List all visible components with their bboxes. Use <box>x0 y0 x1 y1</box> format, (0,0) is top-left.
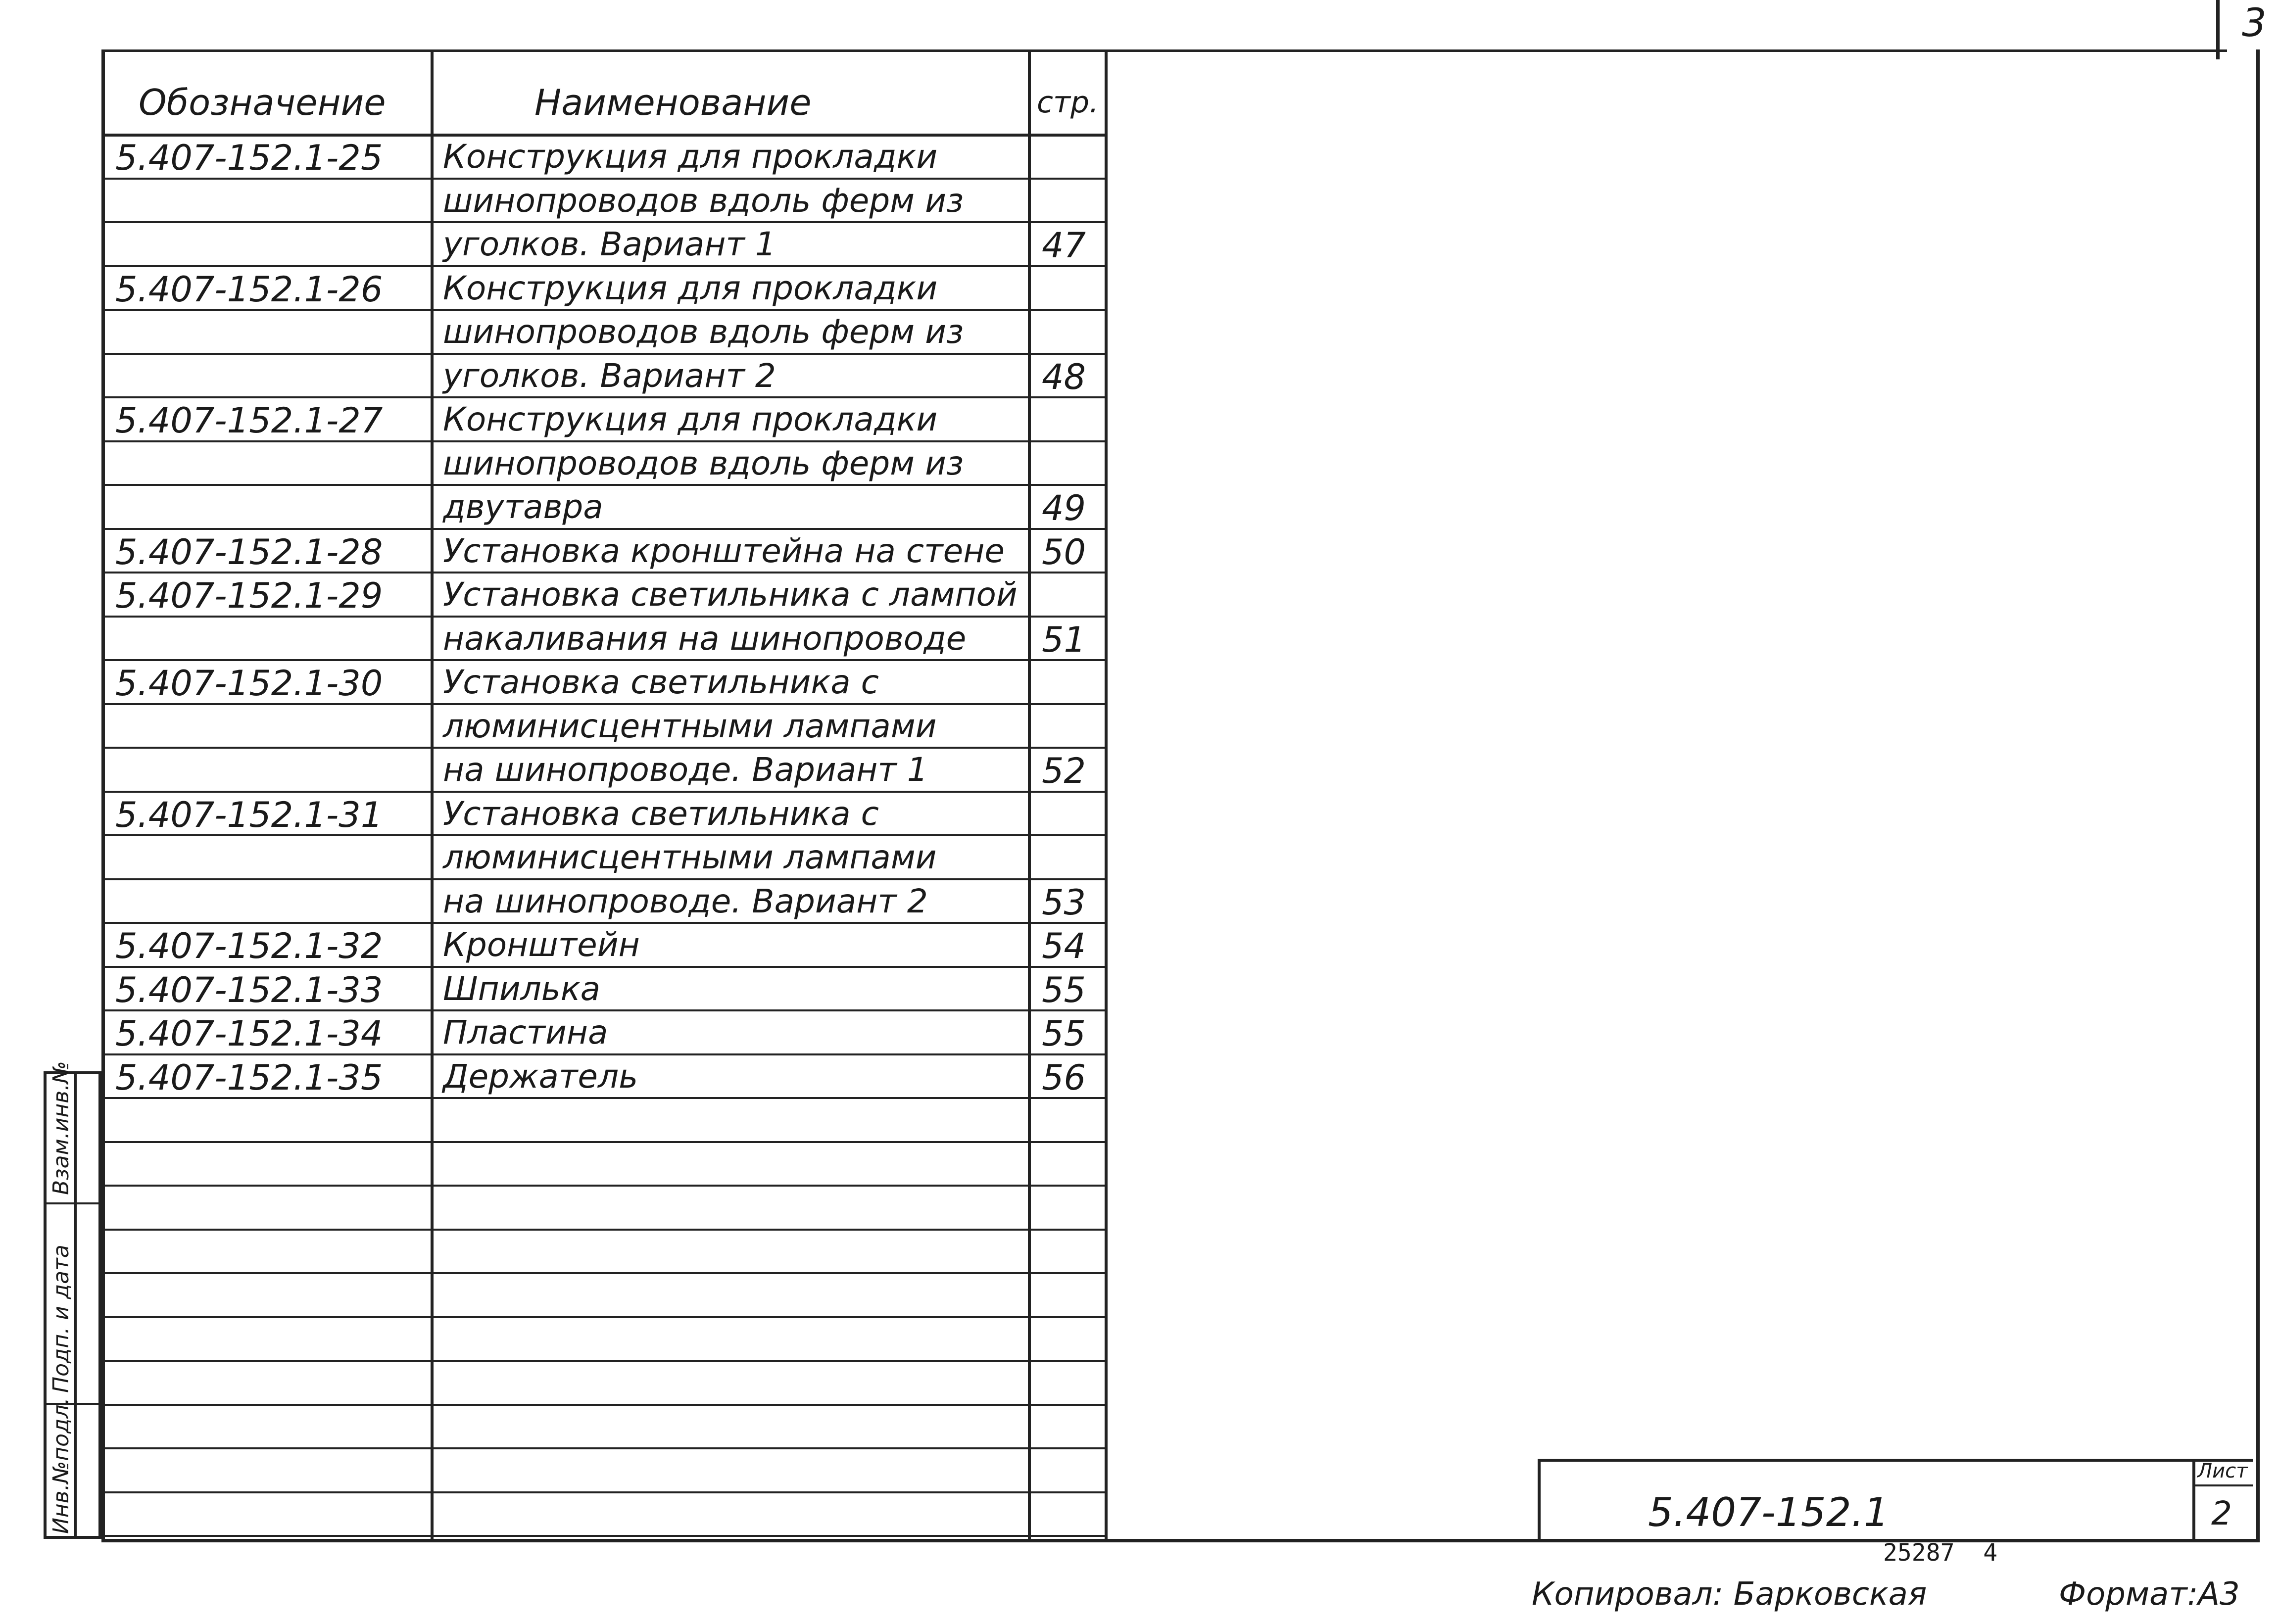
sheet-label: Лист <box>2197 1460 2248 1482</box>
side-stamp-divider <box>74 1071 77 1539</box>
cell-code: 5.407-152.1-29 <box>115 575 383 616</box>
cell-page: 54 <box>1042 926 1086 966</box>
table-row <box>101 1360 1106 1404</box>
cell-page: 55 <box>1042 1013 1086 1054</box>
table-row <box>101 396 1106 440</box>
table-row <box>101 703 1106 747</box>
table-row <box>101 484 1106 528</box>
copied-by: Копировал: Барковская <box>1532 1576 1927 1613</box>
table-row <box>101 966 1106 1010</box>
table-row <box>101 1141 1106 1185</box>
table-row <box>101 1316 1106 1360</box>
table-row <box>101 1447 1106 1491</box>
cell-code: 5.407-152.1-25 <box>115 138 383 178</box>
cell-name: Шпилька <box>443 969 601 1008</box>
table-row <box>101 1009 1106 1053</box>
cell-code: 5.407-152.1-31 <box>115 794 383 835</box>
header-page: стр. <box>1037 85 1099 120</box>
cell-code: 5.407-152.1-26 <box>115 269 383 310</box>
cell-code: 5.407-152.1-34 <box>115 1013 383 1054</box>
table-row <box>101 572 1106 616</box>
cell-name: накаливания на шинопроводе <box>443 619 967 658</box>
cell-name: Конструкция для прокладки <box>443 400 938 438</box>
cell-code: 5.407-152.1-27 <box>115 400 383 441</box>
cell-name: шинопроводов вдоль ферм из <box>443 444 964 482</box>
paper-format: Формат:А3 <box>2059 1576 2240 1613</box>
side-stamp-vzam-inv: Взам.инв.№ <box>48 1061 74 1195</box>
header-code: Обозначение <box>139 82 386 123</box>
cell-name: Держатель <box>443 1057 638 1096</box>
cell-name: Установка кронштейна на стене <box>443 531 1005 570</box>
cell-name: на шинопроводе. Вариант 2 <box>443 882 928 920</box>
title-block <box>1538 1459 2253 1539</box>
table-row <box>101 1097 1106 1141</box>
side-stamp-row-line <box>44 1202 101 1204</box>
sheet-number: 2 <box>2211 1494 2232 1532</box>
document-code: 5.407-152.1 <box>1648 1489 1889 1535</box>
corner-sheet-number: 3 <box>2242 1 2267 46</box>
cell-page: 49 <box>1042 488 1086 528</box>
cell-page: 48 <box>1042 356 1086 397</box>
cell-code: 5.407-152.1-33 <box>115 969 383 1010</box>
table-row <box>101 134 1106 178</box>
cell-name: Установка светильника с <box>443 663 879 701</box>
cell-code: 5.407-152.1-28 <box>115 531 383 573</box>
table-row <box>101 922 1106 966</box>
cell-name: Конструкция для прокладки <box>443 138 938 176</box>
table-row <box>101 1229 1106 1273</box>
table-row <box>101 791 1106 835</box>
side-stamp-inv-orig: Инв.№подл. <box>48 1397 74 1534</box>
table-row <box>101 878 1106 922</box>
table-row <box>101 265 1106 309</box>
frame-top-border <box>101 49 2227 52</box>
table-row <box>101 1404 1106 1448</box>
cell-name: шинопроводов вдоль ферм из <box>443 313 964 351</box>
cell-page: 55 <box>1042 969 1086 1010</box>
cell-page: 47 <box>1042 225 1086 266</box>
table-row <box>101 1053 1106 1098</box>
table-row <box>101 747 1106 791</box>
table-row <box>101 528 1106 572</box>
cell-page: 51 <box>1042 619 1086 660</box>
cell-name: Кронштейн <box>443 926 640 964</box>
table-row <box>101 659 1106 703</box>
cell-name: люминисцентными лампами <box>443 838 937 876</box>
title-block-sheet-label-line <box>2192 1484 2253 1486</box>
cell-page: 53 <box>1042 882 1086 923</box>
table-row <box>101 616 1106 660</box>
cell-code: 5.407-152.1-32 <box>115 926 383 966</box>
cell-page: 52 <box>1042 751 1086 791</box>
title-block-sheet-divider <box>2192 1459 2195 1539</box>
cell-name: шинопроводов вдоль ферм из <box>443 181 964 220</box>
table-row <box>101 834 1106 878</box>
side-stamp-sign-date: Подп. и дата <box>48 1244 74 1393</box>
table-row <box>101 309 1106 353</box>
order-number: 25287 4 <box>1883 1539 1998 1567</box>
cell-name: уголков. Вариант 2 <box>443 356 776 395</box>
cell-name: Конструкция для прокладки <box>443 269 938 307</box>
cell-name: Установка светильника с лампой <box>443 575 1018 614</box>
table-row <box>101 1185 1106 1229</box>
table-row <box>101 440 1106 484</box>
row-divider <box>101 1535 1106 1537</box>
cell-code: 5.407-152.1-30 <box>115 663 383 704</box>
table-row <box>101 178 1106 222</box>
table-row <box>101 221 1106 265</box>
table-row <box>101 353 1106 397</box>
cell-name: Пластина <box>443 1013 608 1051</box>
header-name: Наименование <box>534 82 812 123</box>
cell-name: люминисцентными лампами <box>443 707 937 745</box>
table-row <box>101 1491 1106 1535</box>
cell-name: уголков. Вариант 1 <box>443 225 776 263</box>
cell-code: 5.407-152.1-35 <box>115 1057 383 1098</box>
cell-name: на шинопроводе. Вариант 1 <box>443 751 928 789</box>
cell-page: 56 <box>1042 1057 1086 1098</box>
cell-name: Установка светильника с <box>443 794 879 833</box>
table-row <box>101 1272 1106 1316</box>
cell-page: 50 <box>1042 531 1086 573</box>
cell-name: двутавра <box>443 488 603 526</box>
